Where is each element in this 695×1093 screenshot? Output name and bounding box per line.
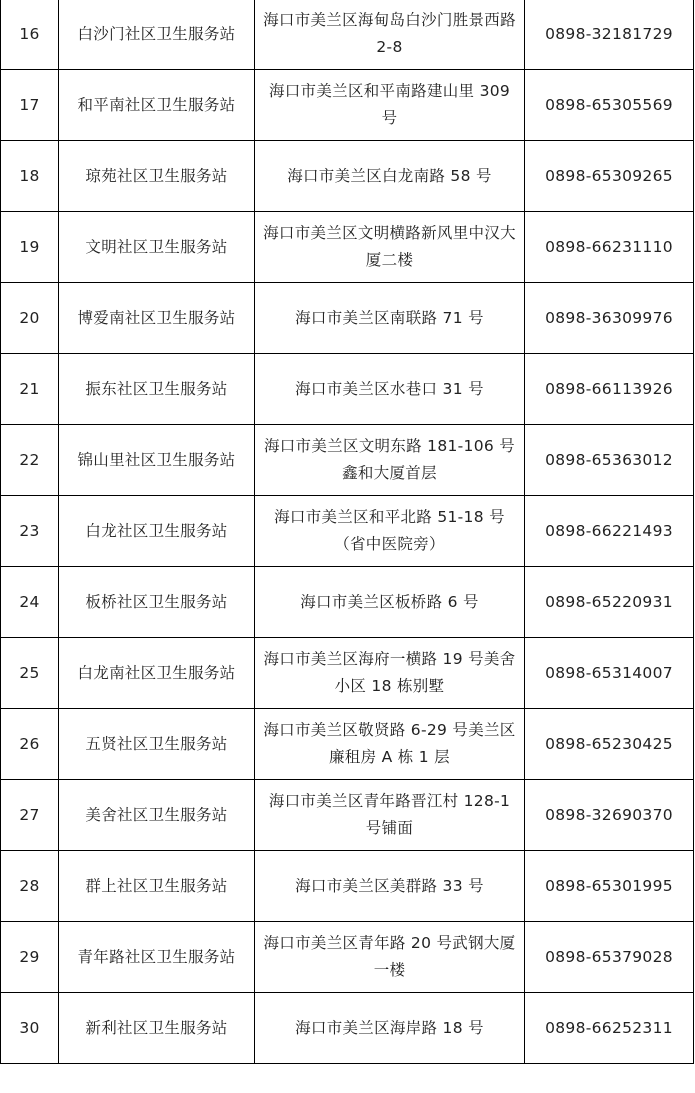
phone-cell — [525, 993, 694, 1064]
row-number-cell — [1, 709, 59, 780]
station-name-cell — [59, 638, 255, 709]
table-row — [1, 141, 694, 212]
address-cell — [255, 212, 525, 283]
table-row — [1, 283, 694, 354]
row-number-cell — [1, 212, 59, 283]
phone-text: 0898-66113926 — [545, 379, 673, 398]
address-text: 海口市美兰区海府一横路 19 号美舍小区 18 栋别墅 — [263, 650, 516, 695]
address-cell — [255, 922, 525, 993]
row-number-text: 23 — [19, 521, 40, 540]
phone-text: 0898-65230425 — [545, 734, 673, 753]
row-number-text: 29 — [19, 947, 40, 966]
row-number-cell — [1, 922, 59, 993]
station-name-text: 五贤社区卫生服务站 — [85, 734, 228, 753]
station-name-text: 琼苑社区卫生服务站 — [85, 166, 228, 185]
address-cell — [255, 993, 525, 1064]
station-name-text: 板桥社区卫生服务站 — [85, 592, 228, 611]
station-name-cell — [59, 354, 255, 425]
row-number-cell — [1, 354, 59, 425]
address-text: 海口市美兰区南联路 71 号 — [295, 308, 484, 327]
station-name-text: 白沙门社区卫生服务站 — [77, 24, 236, 43]
row-number-text: 20 — [19, 308, 40, 327]
station-name-cell — [59, 212, 255, 283]
row-number-cell — [1, 638, 59, 709]
station-name-text: 群上社区卫生服务站 — [85, 876, 228, 895]
row-number-text: 30 — [19, 1018, 40, 1037]
row-number-text: 27 — [19, 805, 40, 824]
phone-text: 0898-65305569 — [545, 95, 673, 114]
station-name-cell — [59, 851, 255, 922]
table-row — [1, 496, 694, 567]
table-row — [1, 993, 694, 1064]
table-row — [1, 354, 694, 425]
phone-cell — [525, 567, 694, 638]
table-row — [1, 212, 694, 283]
address-text: 海口市美兰区白龙南路 58 号 — [287, 166, 492, 185]
row-number-cell — [1, 283, 59, 354]
phone-cell — [525, 70, 694, 141]
row-number-cell — [1, 851, 59, 922]
phone-cell — [525, 283, 694, 354]
address-text: 海口市美兰区青年路晋江村 128-1 号铺面 — [268, 792, 511, 837]
address-text: 海口市美兰区水巷口 31 号 — [295, 379, 484, 398]
row-number-text: 17 — [19, 95, 40, 114]
row-number-cell — [1, 567, 59, 638]
phone-cell — [525, 851, 694, 922]
station-name-cell — [59, 993, 255, 1064]
station-name-cell — [59, 780, 255, 851]
row-number-text: 21 — [19, 379, 40, 398]
row-number-cell — [1, 496, 59, 567]
station-name-cell — [59, 0, 255, 70]
table-row — [1, 425, 694, 496]
table-row — [1, 780, 694, 851]
table-row — [1, 638, 694, 709]
address-cell — [255, 0, 525, 70]
address-cell — [255, 141, 525, 212]
address-cell — [255, 70, 525, 141]
row-number-cell — [1, 425, 59, 496]
address-cell — [255, 425, 525, 496]
phone-text: 0898-32181729 — [545, 24, 673, 43]
address-text: 海口市美兰区和平北路 51-18 号（省中医院旁） — [274, 508, 505, 553]
phone-cell — [525, 141, 694, 212]
phone-cell — [525, 425, 694, 496]
phone-text: 0898-65314007 — [545, 663, 673, 682]
row-number-cell — [1, 70, 59, 141]
station-name-text: 博爱南社区卫生服务站 — [77, 308, 236, 327]
address-cell — [255, 567, 525, 638]
address-cell — [255, 638, 525, 709]
phone-text: 0898-65301995 — [545, 876, 673, 895]
station-name-text: 文明社区卫生服务站 — [85, 237, 228, 256]
station-name-cell — [59, 709, 255, 780]
station-name-text: 青年路社区卫生服务站 — [77, 947, 236, 966]
phone-cell — [525, 354, 694, 425]
phone-cell — [525, 638, 694, 709]
phone-text: 0898-65309265 — [545, 166, 673, 185]
row-number-text: 18 — [19, 166, 40, 185]
station-name-text: 白龙社区卫生服务站 — [85, 521, 228, 540]
address-text: 海口市美兰区文明东路 181-106 号鑫和大厦首层 — [263, 437, 516, 482]
table-row — [1, 567, 694, 638]
row-number-text: 19 — [19, 237, 40, 256]
phone-cell — [525, 212, 694, 283]
phone-text: 0898-65379028 — [545, 947, 673, 966]
station-name-cell — [59, 496, 255, 567]
row-number-cell — [1, 993, 59, 1064]
row-number-cell — [1, 141, 59, 212]
table-row — [1, 709, 694, 780]
address-cell — [255, 780, 525, 851]
phone-text: 0898-32690370 — [545, 805, 673, 824]
address-cell — [255, 283, 525, 354]
station-name-cell — [59, 425, 255, 496]
row-number-text: 26 — [19, 734, 40, 753]
phone-text: 0898-36309976 — [545, 308, 673, 327]
phone-cell — [525, 0, 694, 70]
phone-cell — [525, 780, 694, 851]
address-text: 海口市美兰区板桥路 6 号 — [300, 592, 479, 611]
phone-text: 0898-66231110 — [545, 237, 673, 256]
table-row — [1, 851, 694, 922]
address-cell — [255, 354, 525, 425]
station-name-text: 和平南社区卫生服务站 — [77, 95, 236, 114]
address-text: 海口市美兰区海甸岛白沙门胜景西路 2-8 — [263, 11, 516, 56]
row-number-text: 22 — [19, 450, 40, 469]
table-body — [1, 0, 694, 1064]
phone-cell — [525, 922, 694, 993]
row-number-cell — [1, 780, 59, 851]
row-number-cell — [1, 0, 59, 70]
address-cell — [255, 709, 525, 780]
row-number-text: 28 — [19, 876, 40, 895]
phone-text: 0898-66252311 — [545, 1018, 673, 1037]
station-name-text: 振东社区卫生服务站 — [85, 379, 228, 398]
station-name-cell — [59, 283, 255, 354]
address-cell — [255, 851, 525, 922]
address-text: 海口市美兰区敬贤路 6-29 号美兰区廉租房 A 栋 1 层 — [263, 721, 516, 766]
row-number-text: 16 — [19, 24, 40, 43]
address-text: 海口市美兰区和平南路建山里 309 号 — [268, 82, 511, 127]
address-text: 海口市美兰区青年路 20 号武钢大厦一楼 — [263, 934, 516, 979]
address-text: 海口市美兰区文明横路新风里中汉大厦二楼 — [263, 224, 516, 269]
station-name-cell — [59, 70, 255, 141]
table-row — [1, 0, 694, 70]
phone-text: 0898-65363012 — [545, 450, 673, 469]
station-name-text: 白龙南社区卫生服务站 — [77, 663, 236, 682]
station-name-text: 锦山里社区卫生服务站 — [77, 450, 236, 469]
address-text: 海口市美兰区美群路 33 号 — [295, 876, 484, 895]
row-number-text: 24 — [19, 592, 40, 611]
station-name-cell — [59, 567, 255, 638]
row-number-text: 25 — [19, 663, 40, 682]
station-name-text: 新利社区卫生服务站 — [85, 1018, 228, 1037]
table-row — [1, 70, 694, 141]
station-name-cell — [59, 141, 255, 212]
address-text: 海口市美兰区海岸路 18 号 — [295, 1018, 484, 1037]
phone-cell — [525, 496, 694, 567]
station-name-text: 美舍社区卫生服务站 — [85, 805, 228, 824]
phone-text: 0898-65220931 — [545, 592, 673, 611]
phone-cell — [525, 709, 694, 780]
phone-text: 0898-66221493 — [545, 521, 673, 540]
station-name-cell — [59, 922, 255, 993]
table-row — [1, 922, 694, 993]
address-cell — [255, 496, 525, 567]
